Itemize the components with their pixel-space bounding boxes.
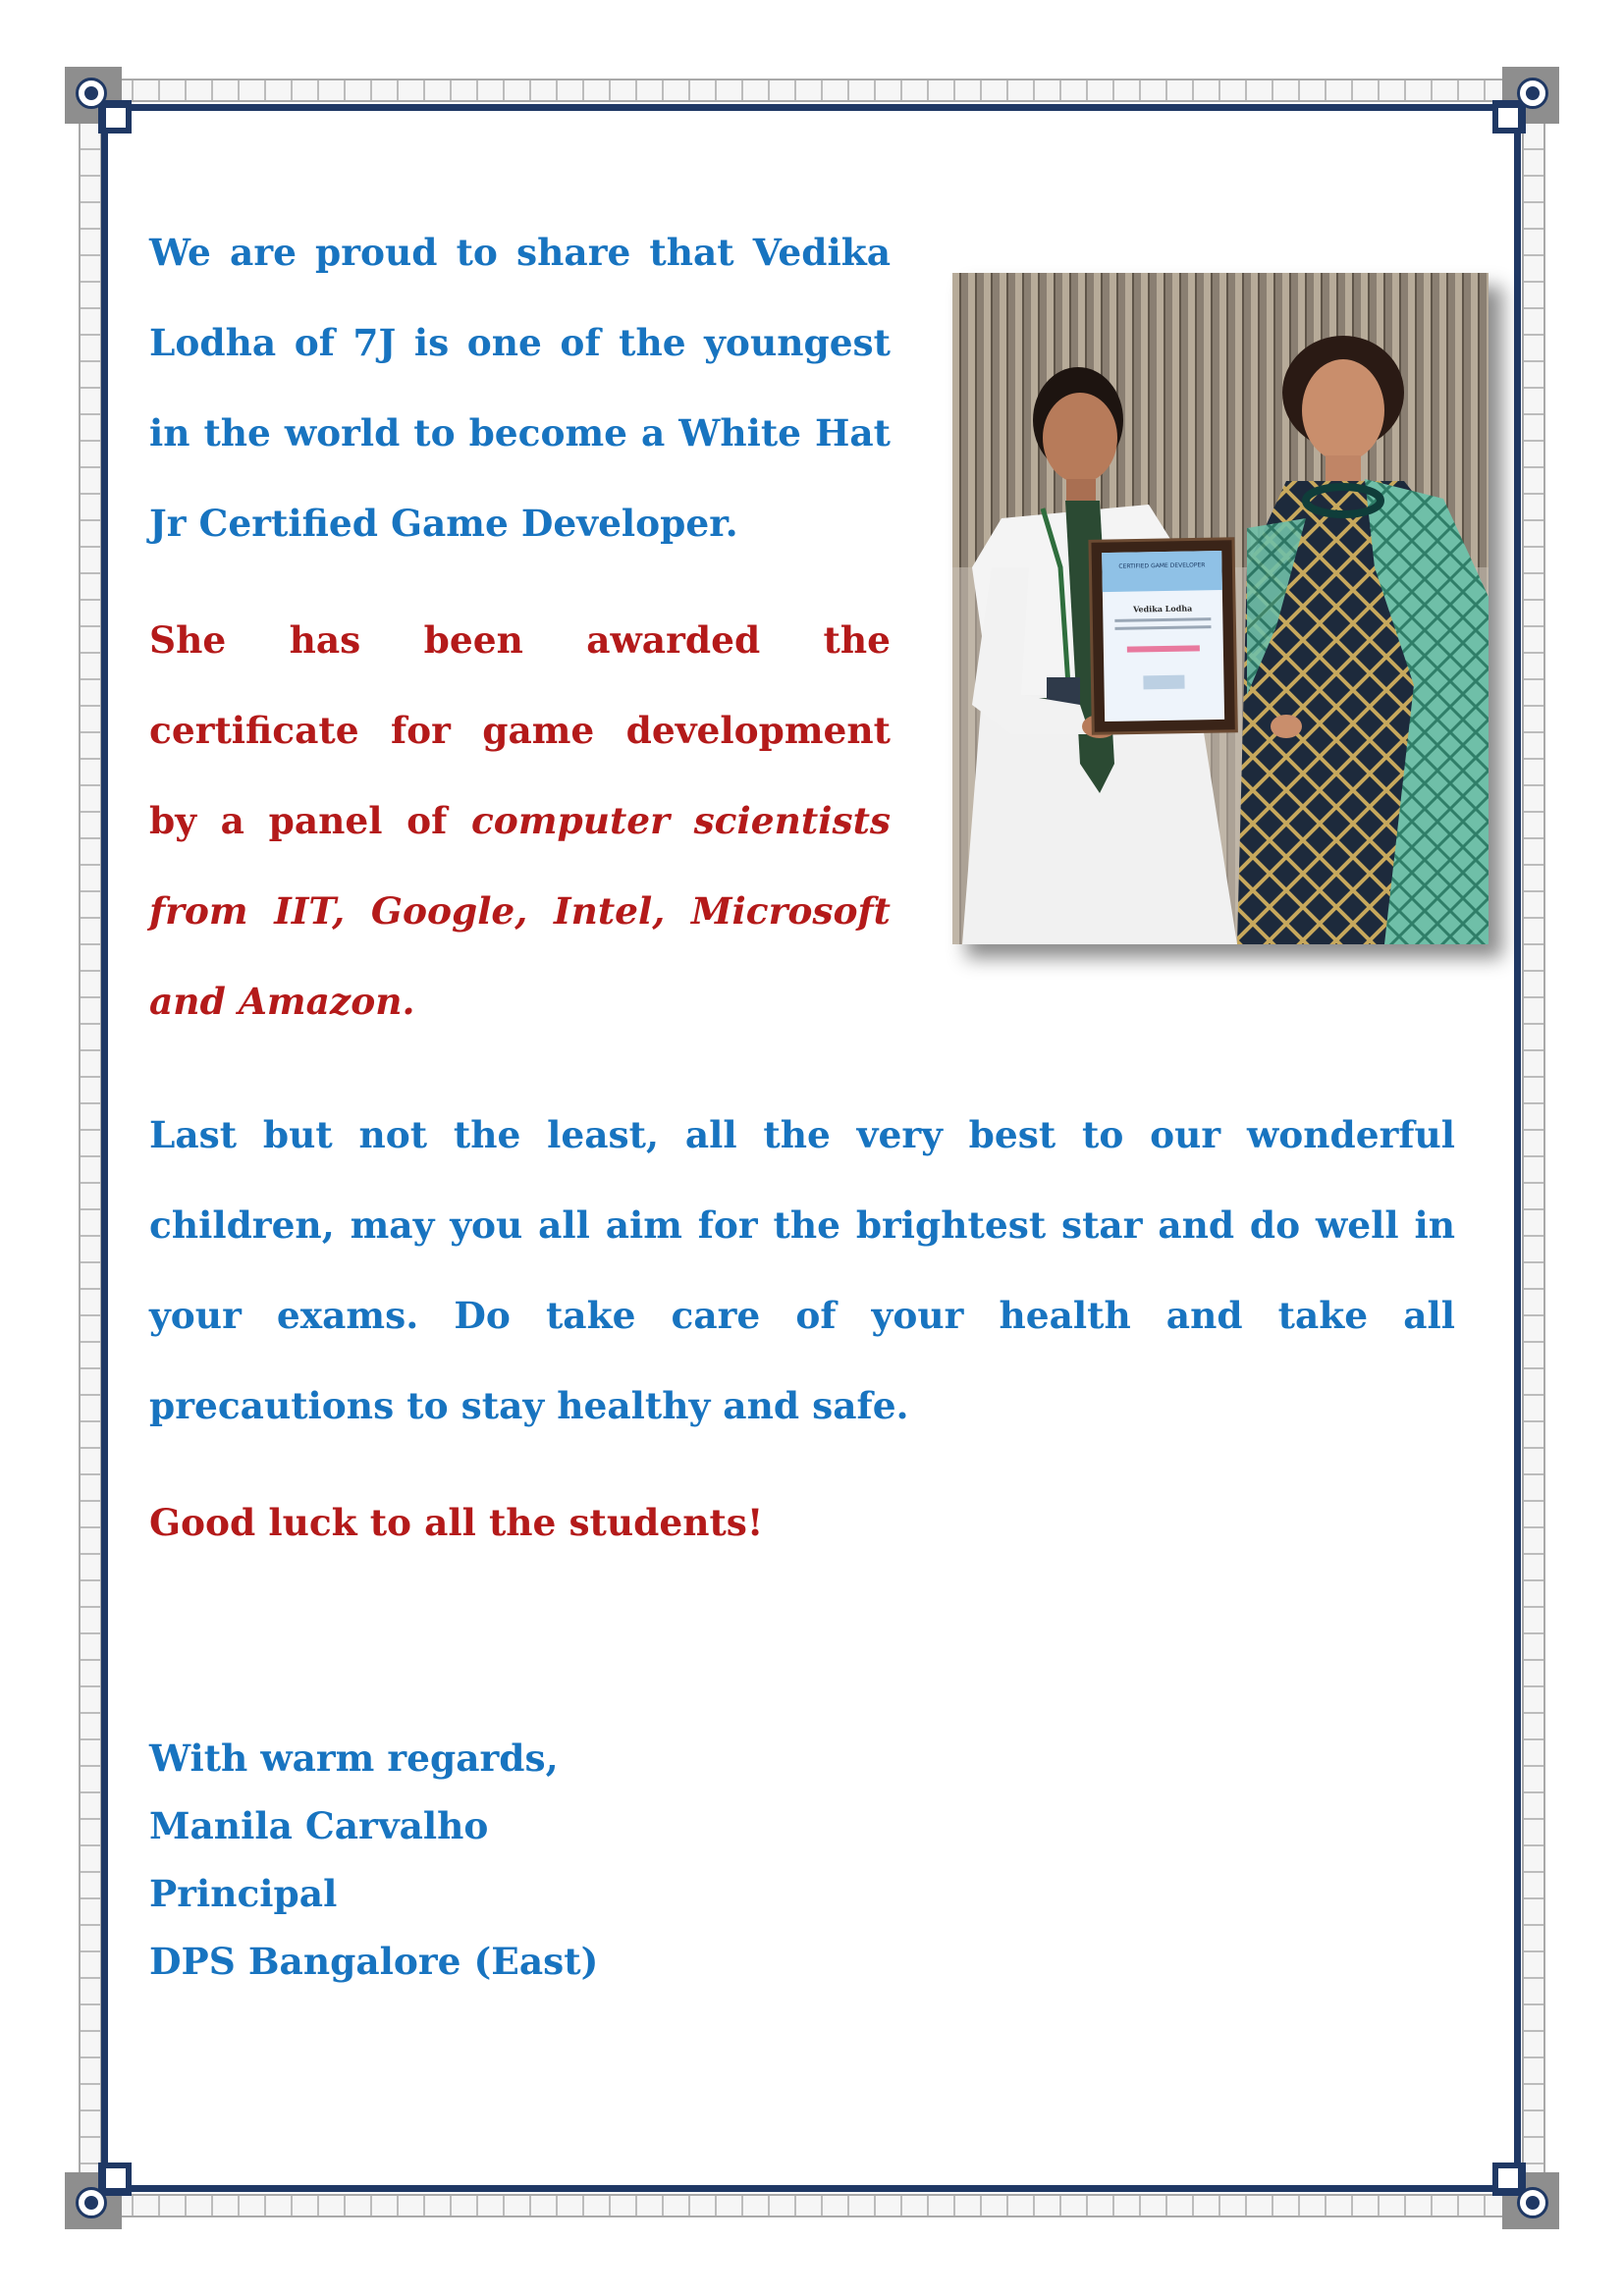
wishes-paragraph: Last but not the least, all the very best to our wonderful children, may you all aim for the brightest star and do well in your exams. Do take care of your health and take all precautions to stay healthy and safe. bbox=[149, 1113, 1455, 1427]
border-tiles-right bbox=[1522, 79, 1545, 2217]
student-certificate-photo bbox=[952, 273, 1489, 944]
signer-name: Manila Carvalho bbox=[149, 1804, 489, 1847]
certificate-name: Vedika Lodha bbox=[1132, 603, 1193, 614]
corner-ornament-top-right bbox=[1479, 67, 1559, 147]
border-tiles-top bbox=[79, 79, 1545, 102]
corner-ornament-bottom-right bbox=[1479, 2149, 1559, 2229]
border-tiles-left bbox=[79, 79, 102, 2217]
corner-ornament-top-left bbox=[65, 67, 145, 147]
corner-ornament-bottom-left bbox=[65, 2149, 145, 2229]
certificate-heading: CERTIFIED GAME DEVELOPER bbox=[1118, 561, 1206, 570]
intro-paragraph: We are proud to share that Vedika Lodha of 7J is one of the youngest in the world to become a White Hat Jr Certified Game Developer. bbox=[149, 231, 891, 545]
award-panel-text: computer scientists from IIT, Google, Intel, Microsoft and Amazon. bbox=[149, 799, 891, 1023]
signature-block bbox=[149, 1725, 598, 1996]
border-tiles-bottom bbox=[79, 2194, 1545, 2217]
award-paragraph bbox=[149, 595, 891, 1046]
school-name: DPS Bangalore (East) bbox=[149, 1940, 599, 1983]
closing-line: With warm regards, bbox=[149, 1736, 559, 1780]
award-text: She has been awarded the certificate for game development by a panel of bbox=[149, 618, 891, 842]
signer-title: Principal bbox=[149, 1872, 338, 1915]
good-luck-line: Good luck to all the students! bbox=[149, 1501, 764, 1544]
